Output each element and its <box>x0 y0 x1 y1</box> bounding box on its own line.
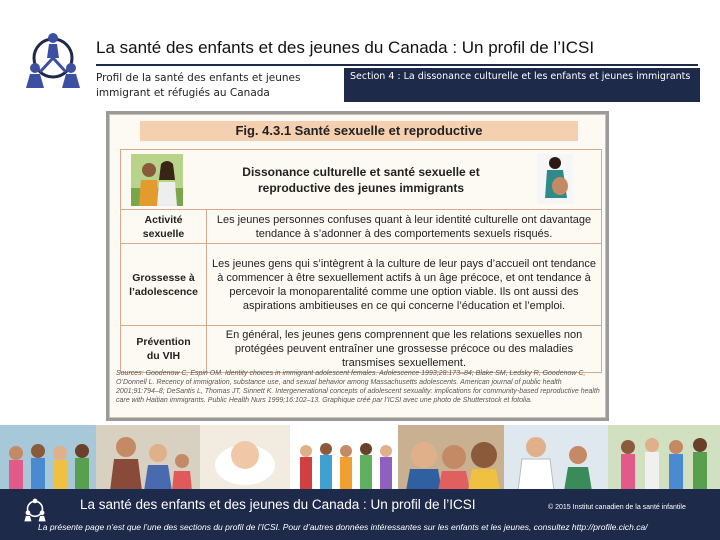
young-people-photo <box>608 425 720 491</box>
profile-line-1: Profil de la santé des enfants et jeunes <box>96 72 301 84</box>
pregnant-teen-photo <box>537 154 573 204</box>
page-title: La santé des enfants et des jeunes du Canada : Un profil de l’ICSI <box>96 38 595 57</box>
footer-bar <box>0 489 720 540</box>
profile-line-2: immigrant et réfugiés au Canada <box>96 87 270 99</box>
figure-heading-cell <box>121 150 602 210</box>
row-label-line: Prévention <box>136 336 191 348</box>
figure-panel <box>109 114 606 418</box>
row-label-line: sexuelle <box>142 227 185 240</box>
baby-photo <box>200 425 290 491</box>
photo-strip <box>0 425 720 491</box>
family-photo <box>96 425 200 491</box>
row-label-line: du VIH <box>146 350 181 362</box>
figure-title: Fig. 4.3.1 Santé sexuelle et reproductive <box>140 121 578 141</box>
figure-heading-line-2: reproductive des jeunes immigrants <box>257 180 465 195</box>
row-text-teen-pregnancy: Les jeunes gens qui s’intègrent à la culture de leur pays d’accueil ont tendance à commencer à être sexuellement actifs à un âge précoce, et ont tendance à percevoir la monoparentalité comme une option viable. Ils ont aussi des aspirations ambitieuses en ce qui concerne l’éducation et l’emploi. <box>207 244 602 326</box>
row-label-line: Activité <box>144 213 183 226</box>
figure-table <box>120 149 602 373</box>
teen-couple-photo <box>131 154 183 206</box>
row-label-teen-pregnancy <box>121 244 207 326</box>
row-label-line: l’adolescence <box>129 285 198 298</box>
profile-subtitle <box>96 71 336 101</box>
kids-row-photo <box>290 425 398 491</box>
figure-heading <box>121 164 601 196</box>
row-text-sexual-activity: Les jeunes personnes confuses quant à leur identité culturelle ont davantage tendance à s’adonner à des comportements sexuels risqués. <box>207 210 602 244</box>
doctor-child-photo <box>504 425 608 491</box>
row-label-hiv-prevention <box>121 326 207 373</box>
cich-logo-icon <box>22 497 48 523</box>
smiling-kids-photo <box>398 425 504 491</box>
section-label: Section 4 : La dissonance culturelle et les enfants et jeunes immigrants <box>344 68 700 102</box>
footer-copyright: © 2015 Institut canadien de la santé infantile <box>548 504 686 511</box>
title-divider <box>96 64 698 66</box>
footer-note: La présente page n’est que l’une des sections du profil de l’ICSI. Pour d’autres données intéressantes sur les enfants et les jeunes, consultez http://profile.cich.ca/ <box>38 522 648 532</box>
footer-title: La santé des enfants et des jeunes du Canada : Un profil de l’ICSI <box>80 497 476 512</box>
children-group-photo <box>0 425 96 491</box>
row-label-line: Grossesse à <box>132 271 195 284</box>
figure-frame <box>106 111 609 421</box>
figure-heading-line-1: Dissonance culturelle et santé sexuelle et <box>242 164 480 179</box>
row-label-sexual-activity <box>121 210 207 244</box>
row-text-hiv-prevention: En général, les jeunes gens comprennent que les relations sexuelles non protégées peuvent entraîner une grossesse précoce ou des maladies transmises sexuellement. <box>207 326 602 373</box>
figure-sources: Sources: Goodenow C, Espin OM. Identity choices in immigrant adolescent females. Adolescence 1993;28:173–84; Blake SM, Ledsky R, Goodenow C, O’Donnell L. Recency of immigration, substance use, and sexual behavior among Massachusetts adolescents. American journal of public health 2001;91:794–8; DeSantis L, Thomas JT, Sinnett K. Intergenerational concepts of adolescent sexuality: implications for community-based reproductive health care with Haitian immigrants. Public Health Nurs 1999;16:102–13. Graphique créé par l’ICSI avec une photo de Shutterstock et fotolia. <box>116 370 600 404</box>
cich-logo-icon <box>22 28 84 94</box>
